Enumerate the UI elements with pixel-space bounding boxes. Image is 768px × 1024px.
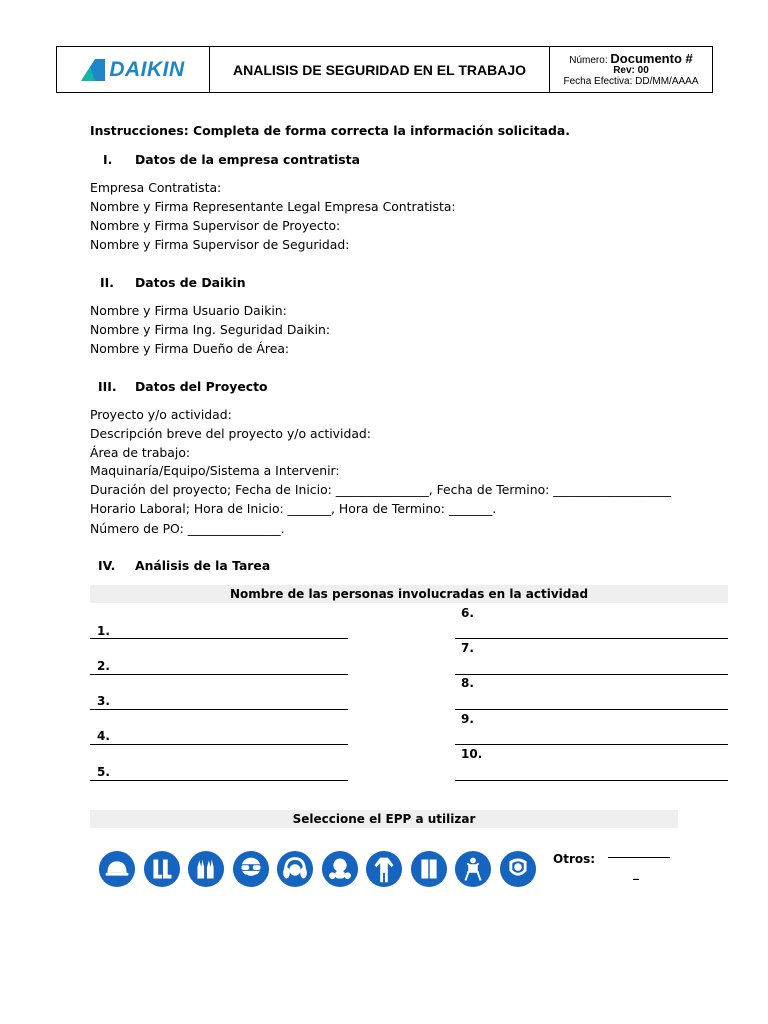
field-descripcion: Descripción breve del proyecto y/o actividad: xyxy=(90,426,371,441)
field-horario: Horario Laboral; Hora de Inicio: _______, Hora de Termino: _______. xyxy=(90,501,497,516)
person-line[interactable] xyxy=(90,674,348,675)
person-label: 10. xyxy=(461,747,483,761)
field-usuario-daikin: Nombre y Firma Usuario Daikin: xyxy=(90,303,287,318)
safety-goggles-icon[interactable] xyxy=(232,850,270,888)
epp-icons xyxy=(98,850,537,888)
section-number: II. xyxy=(100,275,114,290)
person-label: 7. xyxy=(461,641,474,655)
numero-value: Documento # xyxy=(610,50,693,66)
safety-boots-icon[interactable] xyxy=(143,850,181,888)
document-header xyxy=(56,46,713,93)
otros-dash: _ xyxy=(633,866,639,880)
document-title: ANALISIS DE SEGURIDAD EN EL TRABAJO xyxy=(210,47,550,92)
daikin-logo xyxy=(81,58,184,82)
coverall-icon[interactable] xyxy=(365,850,403,888)
person-label: 8. xyxy=(461,676,474,690)
ear-protection-icon[interactable] xyxy=(276,850,314,888)
person-line[interactable] xyxy=(90,709,348,710)
person-line[interactable] xyxy=(455,638,728,639)
field-empresa-contratista: Empresa Contratista: xyxy=(90,180,222,195)
person-label: 2. xyxy=(97,659,110,673)
person-line[interactable] xyxy=(455,744,728,745)
person-label: 9. xyxy=(461,712,474,726)
otros-label: Otros: xyxy=(553,852,596,866)
person-line[interactable] xyxy=(455,709,728,710)
field-numero-po: Número de PO: _______________. xyxy=(90,521,285,536)
field-representante-legal: Nombre y Firma Representante Legal Empresa Contratista: xyxy=(90,199,456,214)
section-number: III. xyxy=(98,379,117,394)
field-proyecto: Proyecto y/o actividad: xyxy=(90,407,232,422)
person-label: 6. xyxy=(461,606,474,620)
person-label: 5. xyxy=(97,765,110,779)
person-line[interactable] xyxy=(90,780,348,781)
harness-icon[interactable] xyxy=(454,850,492,888)
section-title: Datos de la empresa contratista xyxy=(135,152,360,167)
section-number: IV. xyxy=(98,558,116,573)
document-number xyxy=(569,52,692,67)
person-label: 3. xyxy=(97,694,110,708)
section-number: I. xyxy=(103,152,113,167)
person-line[interactable] xyxy=(455,780,728,781)
effective-date: Fecha Efectiva: DD/MM/AAAA xyxy=(563,75,699,87)
people-header: Nombre de las personas involucradas en la actividad xyxy=(90,585,728,603)
field-duracion: Duración del proyecto; Fecha de Inicio: _______________, Fecha de Termino: ___________________ xyxy=(90,482,671,497)
document-meta xyxy=(550,47,712,92)
apron-icon[interactable] xyxy=(410,850,448,888)
field-ing-seguridad: Nombre y Firma Ing. Seguridad Daikin: xyxy=(90,322,331,337)
revision: Rev: 00 xyxy=(613,65,649,77)
hard-hat-icon[interactable] xyxy=(98,850,136,888)
field-supervisor-proyecto: Nombre y Firma Supervisor de Proyecto: xyxy=(90,218,341,233)
field-dueno-area: Nombre y Firma Dueño de Área: xyxy=(90,341,290,356)
field-area-trabajo: Área de trabajo: xyxy=(90,445,191,460)
section-title: Datos del Proyecto xyxy=(135,379,268,394)
otros-input-line[interactable] xyxy=(608,857,670,858)
section-title: Análisis de la Tarea xyxy=(135,558,271,573)
logo-cell xyxy=(57,47,210,92)
face-shield-icon[interactable] xyxy=(499,850,537,888)
person-line[interactable] xyxy=(90,638,348,639)
person-label: 4. xyxy=(97,729,110,743)
instructions: Instrucciones: Completa de forma correcta la información solicitada. xyxy=(90,123,570,138)
section-title: Datos de Daikin xyxy=(135,275,246,290)
gloves-icon[interactable] xyxy=(187,850,225,888)
respirator-icon[interactable] xyxy=(321,850,359,888)
field-supervisor-seguridad: Nombre y Firma Supervisor de Seguridad: xyxy=(90,237,350,252)
person-label: 1. xyxy=(97,624,110,638)
daikin-logo-icon xyxy=(81,59,105,81)
person-line[interactable] xyxy=(455,674,728,675)
logo-text: DAIKIN xyxy=(109,57,185,81)
numero-label: Número: xyxy=(569,54,608,66)
epp-header: Seleccione el EPP a utilizar xyxy=(90,810,678,828)
field-maquinaria: Maquinaría/Equipo/Sistema a Intervenir: xyxy=(90,463,340,478)
person-line[interactable] xyxy=(90,744,348,745)
